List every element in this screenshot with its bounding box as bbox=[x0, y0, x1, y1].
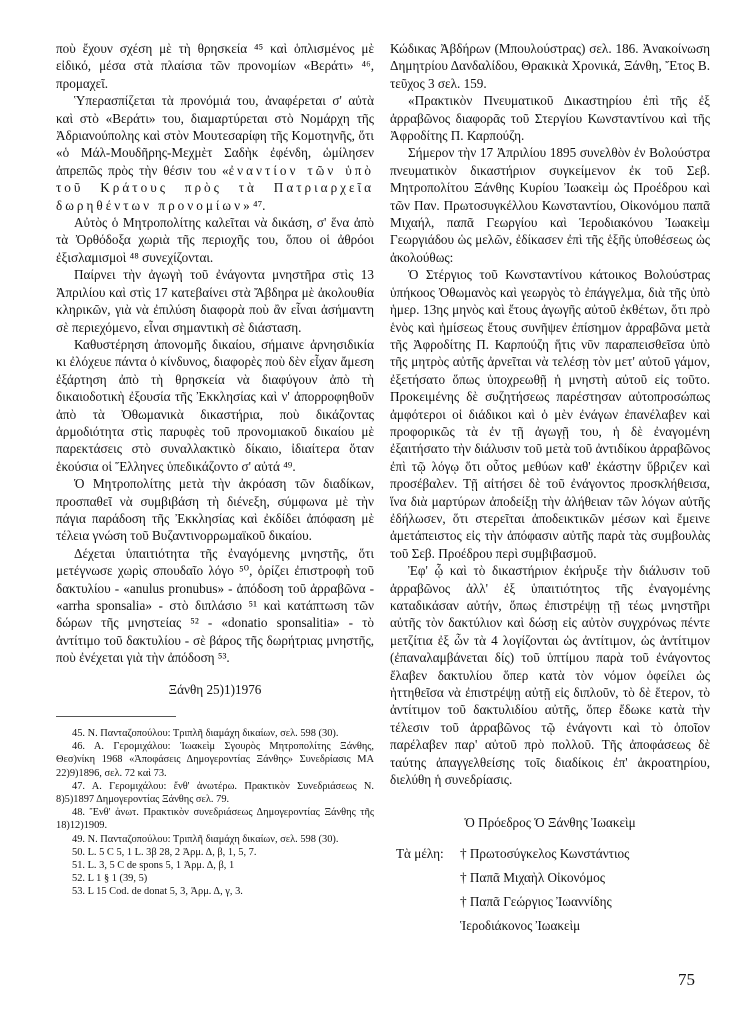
member-row bbox=[396, 890, 710, 914]
member-name: † Παπᾶ Γεώργιος Ἰωαννίδης bbox=[460, 893, 612, 909]
member-name: † Παπᾶ Μιχαὴλ Οἰκονόμος bbox=[460, 869, 605, 885]
page-number: 75 bbox=[678, 970, 695, 989]
paragraph: Ὑπερασπίζεται τὰ προνόμιά του, ἀναφέρεται σ' αὐτὰ καὶ στὸ «Βεράτι» του, διαμαρτύρεται στὸ Νομάρχη τῆς Ἀδριανούπολης καὶ στὸν Μουτεσαρίφη τῆς Κομοτηνῆς, ὅτι «ὁ Μάλ-Μουδῆρης-Μεχμὲτ Σαδὴκ ἐφένδη, ὡμίλησεν ἀπρεπῶς πρὸς τὴν θέσιν του «ἐναντίον τῶν ὑπὸ τοῦ Κράτους πρὸς τὰ Πατριαρχεῖα δωρηθέντων προνομίων» ⁴⁷. bbox=[56, 93, 375, 213]
footnote: 46. Α. Γερομιχάλου: Ἰωακεὶμ Σγουρὸς Μητροπολίτης Ξάνθης, Θεσ)νίκη 1968 «Ἀποφάσεις Δημογεροντίας Ξάνθης» Συνεδρίασις ΜΑ 22)9)1896, σελ. 72 καὶ 73. bbox=[56, 741, 374, 779]
footnotes bbox=[56, 727, 374, 899]
paragraph: Ὁ Μητροπολίτης μετὰ τὴν ἀκρόαση τῶν διαδίκων, προσπαθεῖ νὰ συμβιβάση τὴ διένεξη, σύμφωνα μὲ τὴν πάγια παράδοση τῆς Ἐκκλησίας καὶ ἐκδίδει ἀπόφαση μὲ τέλεια γνώση τοῦ Βυζαντινορρωμαϊκοῦ δικαίου. bbox=[56, 476, 374, 544]
footnote: 49. Ν. Πανταζοπούλου: Τριπλῆ διαμάχη δικαίων, σελ. 598 (30). bbox=[72, 833, 339, 845]
left-column bbox=[56, 40, 374, 899]
member-row bbox=[396, 866, 710, 890]
quote-end: » ⁴⁷. bbox=[243, 197, 266, 213]
spaced-quote: ἐναντίον τῶν ὑπὸ τοῦ Κράτους πρὸς τὰ Πατριαρχεῖα δωρηθέντων προνομίων bbox=[56, 162, 375, 213]
member-name: † Πρωτοσύγκελος Κωνστάντιος bbox=[460, 845, 630, 861]
member-row bbox=[396, 842, 710, 866]
paragraph-text: Ὑπερασπίζεται τὰ προνόμιά του, ἀναφέρεται σ' αὐτὰ καὶ στὸ «Βεράτι» του, διαμαρτύρεται στὸ Νομάρχη τῆς Ἀδριανούπολης καὶ στὸν Μουτεσαρίφη τῆς Κομοτηνῆς, ὅτι «ὁ Μάλ-Μουδῆρης-Μεχμὲτ Σαδὴκ ἐφένδη, ὡμίλησεν ἀπρεπῶς πρὸς τὴν θέσιν του bbox=[56, 93, 374, 178]
footnote: 45. Ν. Πανταζοπούλου: Τριπλῆ διαμάχη δικαίων, σελ. 598 (30). bbox=[72, 728, 339, 740]
right-column bbox=[390, 40, 710, 938]
paragraph: Κώδικας Ἀβδήρων (Μπουλούστρας) σελ. 186. Ἀνακοίνωση Δημητρίου Δανδαλίδου, Θρακικὰ Χρονικά, Ξάνθη, Ἔτος Β. τεῦχος 3 σελ. 159. bbox=[390, 41, 710, 91]
footnote: 47. Α. Γερομιχάλου: ἔνθ' ἀνωτέρω. Πρακτικὸν Συνεδριάσεως Ν. 8)5)1897 Δημογεροντίας Ξάνθης σελ. 79. bbox=[56, 780, 374, 806]
paragraph: Ἐφ' ᾧ καὶ τὸ δικαστήριον ἐκήρυξε τὴν διάλυσιν τοῦ ἀρραβῶνος ἀλλ' ἐξ ὑπαιτιότητος τῆς ἐναγομένης καταδικάσαν αὐτήν, ὅπως ἐπιστρέψῃ τῇ τέως μνηστῆρι αὐτῆς τὸν δακτύλιον καὶ δώσῃ εἰς αὐτὸν συγχρόνως πέντε μετζίτια ἐξ ὧν τὰ 4 λογίζονται ὡς ἀντίτιμον, ὡς ἀντίτιμον (ἐπαναλαμβάνεται δίς) τοῦ ὑπτίμου παρὰ τοῦ ἐνάγοντος ἔλαβεν δακτυλίου ὅπερ κατὰ τὸν νόμον ὀφείλει ὡς ἡττηθεῖσα νὰ ἐπιστρέψῃ αὐτῇ εἰς διπλοῦν, τὸ δὲ ἕτερον, τὸ ἀντίτιμον τοῦ δακτυλιδίου αὐτῆς, ὅπερ ἔδωκε κατὰ τὴν τέλεσιν τοῦ ἀρραβῶνος τῷ ἐνάγοντι καὶ τὸ ὁποῖον παρέλαβεν παρ' αὐτοῦ πρὸ πολλοῦ. Τῆς ἀποφάσεως δὲ ταύτης ἀπαγγελθείσης τοῖς διαδίκοις ἐπ' ἀκροατηρίου, διελύθη ἡ συνεδρίασις. bbox=[390, 563, 710, 788]
president-signature: Ὁ Πρόεδρος Ὁ Ξάνθης Ἰωακεὶμ bbox=[464, 815, 636, 831]
paragraph: Ὁ Στέργιος τοῦ Κωνσταντίνου κάτοικος Βολούστρας ὑπήκοος Ὀθωμανὸς καὶ γεωργὸς τὸ ἐπάγγελμα, διὰ τῆς ὑπὸ ἡμερ. 13ης μηνὸς καὶ ἔτους ἀγωγῆς αὐτοῦ ἐκθέτων, ὅτι πρὸ ἑνὸς καὶ ἡμίσεως ἔτους συνῆψεν ἐπίσημον ἀρραβῶνα μετὰ τῆς Ἀφροδίτης Π. Καρπούζη ἥτις νῦν παραπεισθεῖσα ὑπὸ τῆς μητρὸς αὐτῆς ἀρνεῖται νὰ τελέσῃ τὸν μετ' αὐτοῦ γάμον, ἐξετήσατο ὅπως ὑποχρεωθῇ ἡ μνηστὴ αὐτοῦ εἰς τοῦτο. Προκειμένης δὲ συζητήσεως παρέστησαν αὐτοπροσώπως ἀμφότεροι οἱ διάδικοι καὶ ὁ μὲν ἐνάγων ἐπανέλαβεν καὶ προφορικῶς τὰ ἐν τῇ ἀγωγῇ του, ἡ δὲ ἐναγομένη ἐξαιτήσατο τὴν διάλυσιν τοῦ μετὰ τοῦ ἀντιδίκου ἀρραβῶνος ἐπὶ τῷ λόγῳ ὅτι οὗτος μεθύων καθ' ἑκάστην ὕβριζεν καὶ προσέβαλεν. Τῇ αἰτήσει δὲ τοῦ ἐνάγοντος προσκλήθεισα, ἵνα διὰ μαρτύρων ἀποδείξῃ τὴν ἀλήθειαν τῶν λόγων αὐτῆς ἐδήλωσεν, ὅτι στερεῖται ἀποδεικτικῶν μέσων καὶ ἔμεινε ἀμετάπειστος εἰς τὴν ἀπόφασιν αὐτῆς παρὰ τὰς συμβουλὰς τοῦ Σεβ. Προέδρου περὶ συμβιβασμοῦ. bbox=[390, 267, 710, 561]
member-row bbox=[396, 914, 710, 938]
paragraph: Σήμερον τὴν 17 Ἀπριλίου 1895 συνελθὸν ἐν Βολούστρα πνευματικὸν δικαστήριον συγκείμενον ἐκ τοῦ Σεβ. Μητροπολίτου Ξάνθης Κυρίου Ἰωακεὶμ ὡς Προέδρου καὶ τῶν Παν. Πρωτοσυγκέλλου Κωνσταντίου, Οἰκονόμου παπᾶ Μιχαήλ, παπᾶ Γεωργίου καὶ Ἱεροδιακόνου Ἰωακεὶμ Γεωργιάδου ὡς μελῶν, ἐδίκασεν ἐπὶ τῆς ἑξῆς ὑποθέσεως ὡς ἀκολούθως: bbox=[390, 145, 710, 265]
footnote-divider bbox=[56, 716, 176, 717]
paragraph: Δέχεται ὑπαιτιότητα τῆς ἐναγόμενης μνηστῆς, ὅτι μετέγνωσε χωρὶς σπουδαῖο λόγο ⁵⁰, ὁρίζει ἐπιστροφὴ τοῦ δακτυλίου - «anulus pronubus» - ἀπόδοση τοῦ ἀρραβῶνα - «arrha sponsalia» - στὸ διπλάσιο ⁵¹ καὶ κατάπτωση τῶν δώρων τῆς μνηστείας ⁵² - «donatio sponsalitia» - τὸ ἀντίτιμο τοῦ δακτυλίου - σὲ βάρος τῆς δωρήτριας μνηστῆς, ποὺ ἐνέχεται γιὰ τὴν ἀπόδοση ⁵³. bbox=[56, 545, 374, 666]
paragraph: Παίρνει τὴν ἀγωγὴ τοῦ ἐνάγοντα μνηστῆρα στὶς 13 Ἀπριλίου καὶ στὶς 17 κατεβαίνει στὰ Ἄβδηρα μὲ ἀκολουθία κληρικῶν, γιὰ νὰ ἐπιλύση διαφορὰ ποὺ ἂν εἶναι ἀσήμαντη σὲ περιεχόμενο, εἶναι σημαντικὴ σὲ διάσταση. bbox=[56, 267, 374, 335]
paragraph: Καθυστέρηση ἀπονομῆς δικαίου, σήμαινε ἀρνησιδικία κι ἐλόχευε πάντα ὁ κίνδυνος, διαφορὲς ποὺ δὲν εἶχαν ἄμεση ἐξάρτηση ἀπὸ τὴ θρησκεία νὰ διαφύγουν ἀπὸ τὴ δικαιοδοτικὴ ἐξουσία τῆς Ἐκκλησίας καὶ ν' ἀπορροφηθοῦν ἀπὸ τὰ Ὀθωμανικὰ δικαστήρια, ποὺ δικάζοντας ἁρμοδιότητα στὶς παρυφὲς τοῦ προνομιακοῦ δικαίου μὲ παρεκτάσεις στὸ συναλλακτικὸ δίκαιο, ἰδιαίτερα ὅταν ἑκούσια οἱ Ἕλληνες ὑπεδικάζοντο σ' αὐτά ⁴⁹. bbox=[56, 336, 374, 474]
paragraph: «Πρακτικὸν Πνευματικοῦ Δικαστηρίου ἐπὶ τῆς ἐξ ἀρραβῶνος διαφορᾶς τοῦ Στεργίου Κωνσταντίνου καὶ τῆς Ἀφροδίτης Π. Καρπούζη. bbox=[390, 93, 710, 144]
paragraph: ποὺ ἔχουν σχέση μὲ τὴ θρησκεία ⁴⁵ καὶ ὁπλισμένος μὲ εἰδικό, μέσα στὰ πλαίσια τῶν προνομίων «Βεράτι» ⁴⁶, προμαχεῖ. bbox=[56, 41, 374, 91]
footnote: 53. L 15 Cod. de donat 5, 3, Ἀρμ. Δ, γ, 3. bbox=[72, 886, 243, 898]
footnote: 51. L. 3, 5 C de spons 5, 1 Ἀρμ. Δ, β, 1 bbox=[72, 860, 235, 872]
footnote: 48. Ἔνθ' ἀνωτ. Πρακτικὸν συνεδριάσεως Δημογεροντίας Ξάνθης τῆς 18)12)1909. bbox=[56, 807, 374, 832]
paragraph: Αὐτὸς ὁ Μητροπολίτης καλεῖται νὰ δικάση, σ' ἕνα ἀπὸ τὰ Ὀρθόδοξα χωριὰ τῆς περιοχῆς του, ὅπου οἱ ἀθρόοι ἐξισλαμισμοὶ ⁴⁸ συνεχίζονται. bbox=[56, 215, 374, 265]
footnote: 50. L. 5 C 5, 1 L. 3β 28, 2 Ἀρμ. Δ, β, 1, 5, 7. bbox=[72, 846, 257, 858]
members-list bbox=[396, 842, 710, 938]
footnote: 52. L 1 § 1 (39, 5) bbox=[72, 873, 148, 885]
date-line: Ξάνθη 25)1)1976 bbox=[168, 681, 262, 697]
member-name: Ἱεροδιάκονος Ἰωακεὶμ bbox=[460, 917, 581, 933]
members-label: Τὰ μέλη: bbox=[396, 845, 444, 861]
